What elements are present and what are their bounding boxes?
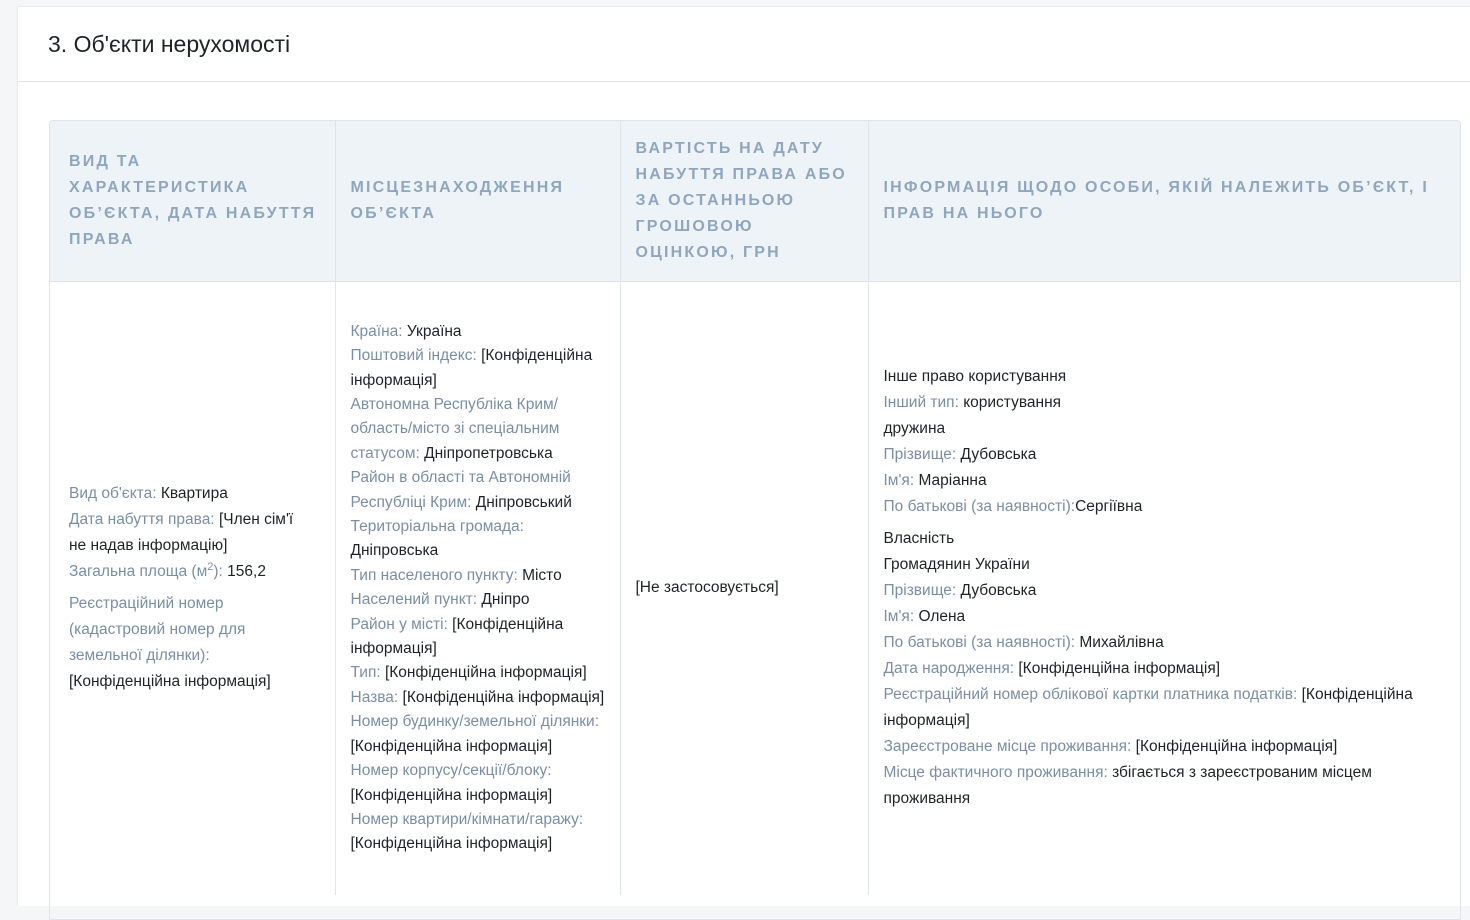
- city-district-label: Район у місті:: [350, 615, 448, 633]
- object-type-label: Вид об'єкта:: [69, 485, 157, 503]
- city-district-value: [Конфіденційна інформація]: [350, 615, 564, 658]
- postal-code-value: [Конфіденційна інформація]: [350, 347, 593, 389]
- second-patronymic-value: Михайлівна: [1079, 634, 1164, 652]
- country-label: Країна:: [350, 322, 403, 340]
- apartment-number-label: Номер квартири/кімнати/гаражу:: [350, 810, 584, 828]
- table-header-row: [50, 121, 1460, 281]
- cell-owners: [868, 281, 1460, 895]
- first-right-type: Інше право користування: [883, 368, 1067, 386]
- actual-residence-label: Місце фактичного проживання:: [883, 764, 1108, 782]
- building-number-label: Номер будинку/земельної ділянки:: [350, 713, 600, 731]
- community-value: Дніпровська: [350, 542, 439, 560]
- settlement-label: Населений пункт:: [350, 591, 478, 609]
- street-type-value: [Конфіденційна інформація]: [384, 664, 587, 682]
- second-name-value: Олена: [918, 608, 966, 626]
- acquisition-date-value: [Член сім'ї не надав інформацію]: [69, 511, 294, 555]
- district-label: Район в області та Автономній Республіці Крим:: [350, 469, 571, 511]
- object-type-value: Квартира: [160, 485, 228, 503]
- building-number-value: [Конфіденційна інформація]: [350, 737, 553, 755]
- total-area-label-end: ):: [213, 563, 223, 581]
- relation-value: дружина: [883, 420, 946, 438]
- birth-date-label: Дата народження:: [883, 660, 1015, 678]
- section-title: 3. Об'єкти нерухомості: [48, 31, 291, 57]
- district-value: Дніпровський: [475, 493, 572, 511]
- registered-residence-label: Зареєстроване місце проживання:: [883, 738, 1132, 756]
- country-value: Україна: [406, 322, 462, 340]
- header-object-type: ВИД ТА ХАРАКТЕРИСТИКА ОБ’ЄКТА, ДАТА НАБУТТЯ ПРАВА: [50, 121, 335, 281]
- settlement-type-label: Тип населеного пункту:: [350, 566, 518, 584]
- block-number-label: Номер корпусу/секції/блоку:: [350, 762, 552, 780]
- second-patronymic-label: По батькові (за наявності):: [883, 634, 1076, 652]
- birth-date-value: [Конфіденційна інформація]: [1018, 660, 1221, 678]
- first-name-value: Маріанна: [918, 472, 987, 490]
- street-name-label: Назва:: [350, 688, 399, 706]
- table-row: [50, 281, 1460, 895]
- block-number-value: [Конфіденційна інформація]: [350, 786, 553, 804]
- other-type-label: Інший тип:: [883, 394, 959, 412]
- real-estate-table-wrapper: [49, 120, 1461, 920]
- apartment-number-value: [Конфіденційна інформація]: [350, 835, 553, 853]
- total-area-label-text: Загальна площа (м: [69, 563, 208, 581]
- owner-block-first: [884, 364, 1431, 520]
- second-right-type: Власність: [883, 530, 955, 548]
- cell-object: [50, 281, 335, 895]
- first-patronymic-value: Сергіївна: [1075, 498, 1143, 516]
- total-area-label: [69, 563, 223, 580]
- community-label: Територіальна громада:: [350, 518, 524, 536]
- second-name-label: Ім'я:: [883, 608, 915, 626]
- header-location: МІСЦЕЗНАХОДЖЕННЯ ОБ’ЄКТА: [335, 121, 620, 281]
- tax-number-label: Реєстраційний номер облікової картки платника податків:: [883, 686, 1298, 704]
- registered-residence-value: [Конфіденційна інформація]: [1135, 738, 1338, 756]
- real-estate-table: [50, 121, 1460, 895]
- street-name-value: [Конфіденційна інформація]: [402, 688, 605, 706]
- cell-location: [335, 281, 620, 895]
- first-name-label: Ім'я:: [883, 472, 915, 490]
- settlement-type-value: Місто: [522, 566, 562, 584]
- real-estate-card: [17, 6, 1470, 906]
- card-header: [18, 7, 1470, 82]
- total-area-value: 156,2: [227, 563, 266, 581]
- registration-number-value: [Конфіденційна інформація]: [69, 673, 271, 691]
- area-unit-superscript: 2: [207, 561, 214, 574]
- acquisition-date-label: Дата набуття права:: [69, 511, 215, 529]
- settlement-value: Дніпро: [481, 591, 530, 609]
- first-patronymic-label: По батькові (за наявності):: [883, 498, 1076, 516]
- other-type-value: користування: [963, 394, 1062, 412]
- first-surname-value: Дубовська: [960, 446, 1037, 464]
- owner-block-second: [884, 526, 1431, 812]
- second-surname-label: Прізвище:: [883, 582, 957, 600]
- tax-number-value: [Конфіденційна інформація]: [883, 686, 1413, 730]
- first-surname-label: Прізвище:: [883, 446, 957, 464]
- actual-residence-value: збігається з зареєстрованим місцем проживання: [883, 764, 1372, 808]
- street-type-label: Тип:: [350, 664, 381, 682]
- region-value: Дніпропетровська: [424, 444, 553, 462]
- cell-value: [620, 281, 868, 895]
- header-owner-info: ІНФОРМАЦІЯ ЩОДО ОСОБИ, ЯКІЙ НАЛЕЖИТЬ ОБ’ЄКТ, І ПРАВ НА НЬОГО: [868, 121, 1460, 281]
- object-value: [Не застосовується]: [635, 579, 779, 597]
- header-value: ВАРТІСТЬ НА ДАТУ НАБУТТЯ ПРАВА АБО ЗА ОСТАННЬОЮ ГРОШОВОЮ ОЦІНКОЮ, ГРН: [620, 121, 868, 281]
- postal-code-label: Поштовий індекс:: [350, 347, 477, 365]
- region-label: Автономна Республіка Крим/ область/місто зі спеціальним статусом:: [350, 396, 560, 462]
- citizenship-value: Громадянин України: [883, 556, 1030, 574]
- second-surname-value: Дубовська: [960, 582, 1037, 600]
- registration-number-label: Реєстраційний номер (кадастровий номер для земельної ділянки):: [69, 595, 246, 665]
